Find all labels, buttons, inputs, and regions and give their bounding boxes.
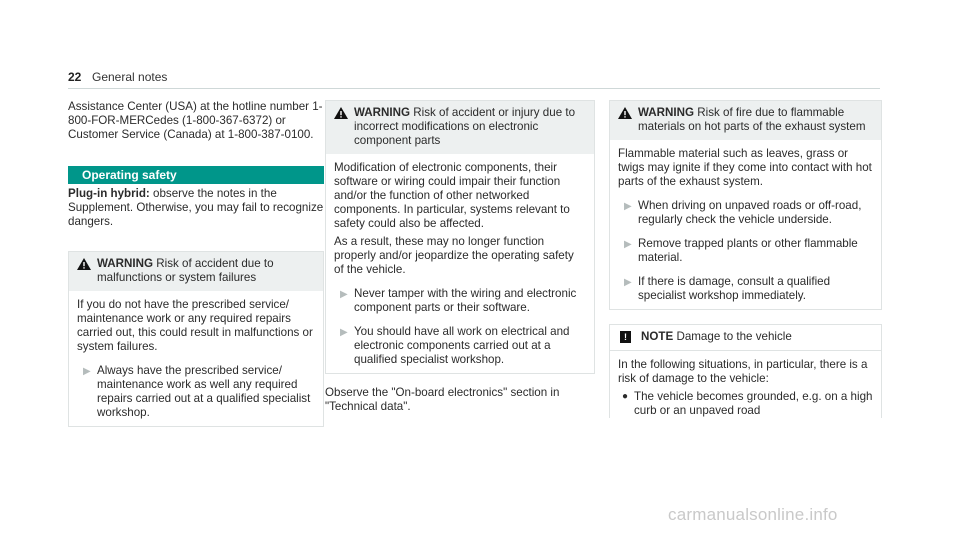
- arrow-right-icon: ▶: [624, 201, 632, 212]
- action-item: [618, 275, 873, 303]
- warning-box: [325, 100, 595, 374]
- warning-title: [638, 106, 873, 134]
- watermark: carmanualsonline.info: [668, 505, 838, 524]
- bullet-icon: ●: [622, 391, 629, 402]
- warning-body: [326, 154, 594, 373]
- warning-header: [326, 101, 594, 154]
- page-title: General notes: [92, 70, 168, 84]
- page-header: [68, 70, 880, 89]
- action-item: [334, 287, 586, 315]
- action-text: Always have the prescribed service/ maintenance work as well any required repairs carried out at a qualified specialist workshop.: [97, 364, 311, 419]
- warning-text: Risk of accident due to malfunctions or system failures: [97, 257, 274, 284]
- action-text: When driving on unpaved roads or off-road, regularly check the vehicle underside.: [638, 199, 862, 226]
- warning-title: [354, 106, 586, 148]
- warning-text: Risk of accident or injury due to incorrect modifications on electronic component parts: [354, 106, 576, 147]
- note-body-text: In the following situations, in particular, there is a risk of damage to the vehicle:: [618, 358, 868, 385]
- arrow-right-icon: ▶: [340, 327, 348, 338]
- action-text: Never tamper with the wiring and electronic component parts or their software.: [354, 287, 577, 314]
- warning-header: [610, 101, 881, 140]
- warning-body-text: Modification of electronic components, their software or wiring could impair their function and/or the function of other networked components. In particular, systems relevant to safety could also be affected.: [334, 161, 570, 230]
- note-body: [610, 351, 881, 418]
- warning-body-text: As a result, these may no longer function properly and/or jeopardize the operating safety of the vehicle.: [334, 235, 574, 276]
- action-item: [77, 364, 315, 420]
- warning-triangle-icon: [618, 107, 638, 135]
- warning-body-text: Flammable material such as leaves, grass or twigs may ignite if they come into contact with hot parts of the exhaust system.: [618, 147, 872, 188]
- column-2: [325, 100, 595, 414]
- action-item: [334, 325, 586, 367]
- arrow-right-icon: ▶: [624, 239, 632, 250]
- note-box: [609, 324, 882, 418]
- note-text: Damage to the vehicle: [676, 330, 792, 343]
- arrow-right-icon: ▶: [83, 366, 91, 377]
- warning-triangle-icon: [334, 107, 354, 149]
- column-1: [68, 100, 324, 439]
- arrow-right-icon: ▶: [340, 289, 348, 300]
- bullet-text: The vehicle becomes grounded, e.g. on a high curb or an unpaved road: [634, 390, 873, 417]
- warning-box: [609, 100, 882, 310]
- action-item: [618, 237, 873, 265]
- action-text: Remove trapped plants or other flammable material.: [638, 237, 858, 264]
- page-number: 22: [68, 70, 82, 84]
- warning-body: [69, 291, 323, 426]
- warning-triangle-icon: [77, 258, 97, 286]
- exclamation-icon: !: [620, 331, 631, 343]
- warning-title: [97, 257, 315, 285]
- action-text: You should have all work on electrical and electronic components carried out at a qualified specialist workshop.: [354, 325, 570, 366]
- section-title: Operating safety: [68, 166, 324, 184]
- warning-box: [68, 251, 324, 427]
- action-item: [618, 199, 873, 227]
- plugin-text: observe the notes in the Supplement. Otherwise, you may fail to recognize dangers.: [68, 187, 324, 228]
- action-text: If there is damage, consult a qualified specialist workshop immediately.: [638, 275, 831, 302]
- note-title: [641, 330, 873, 344]
- intro-paragraph: Assistance Center (USA) at the hotline number 1-800-FOR-MERCedes (1-800-367-6372) or Customer Service (Canada) at 1-800-387-0100.: [68, 100, 323, 141]
- warning-body-text: If you do not have the prescribed service/ maintenance work or any required repairs carried out, this could result in malfunctions or system failures.: [77, 298, 313, 353]
- warning-body: [610, 140, 881, 309]
- note-header: [610, 325, 881, 351]
- outro-paragraph: Observe the "On-board electronics" section in "Technical data".: [325, 386, 560, 413]
- warning-header: [69, 252, 323, 291]
- warning-label: WARNING: [638, 106, 695, 119]
- plugin-paragraph: [68, 187, 324, 229]
- plugin-label: Plug-in hybrid:: [68, 187, 150, 200]
- warning-label: WARNING: [354, 106, 411, 119]
- arrow-right-icon: ▶: [624, 277, 632, 288]
- warning-label: WARNING: [97, 257, 154, 270]
- bullet-item: [618, 390, 873, 418]
- note-label: NOTE: [641, 330, 674, 343]
- column-3: [609, 100, 882, 430]
- warning-text: Risk of fire due to flammable materials on hot parts of the exhaust system: [638, 106, 866, 133]
